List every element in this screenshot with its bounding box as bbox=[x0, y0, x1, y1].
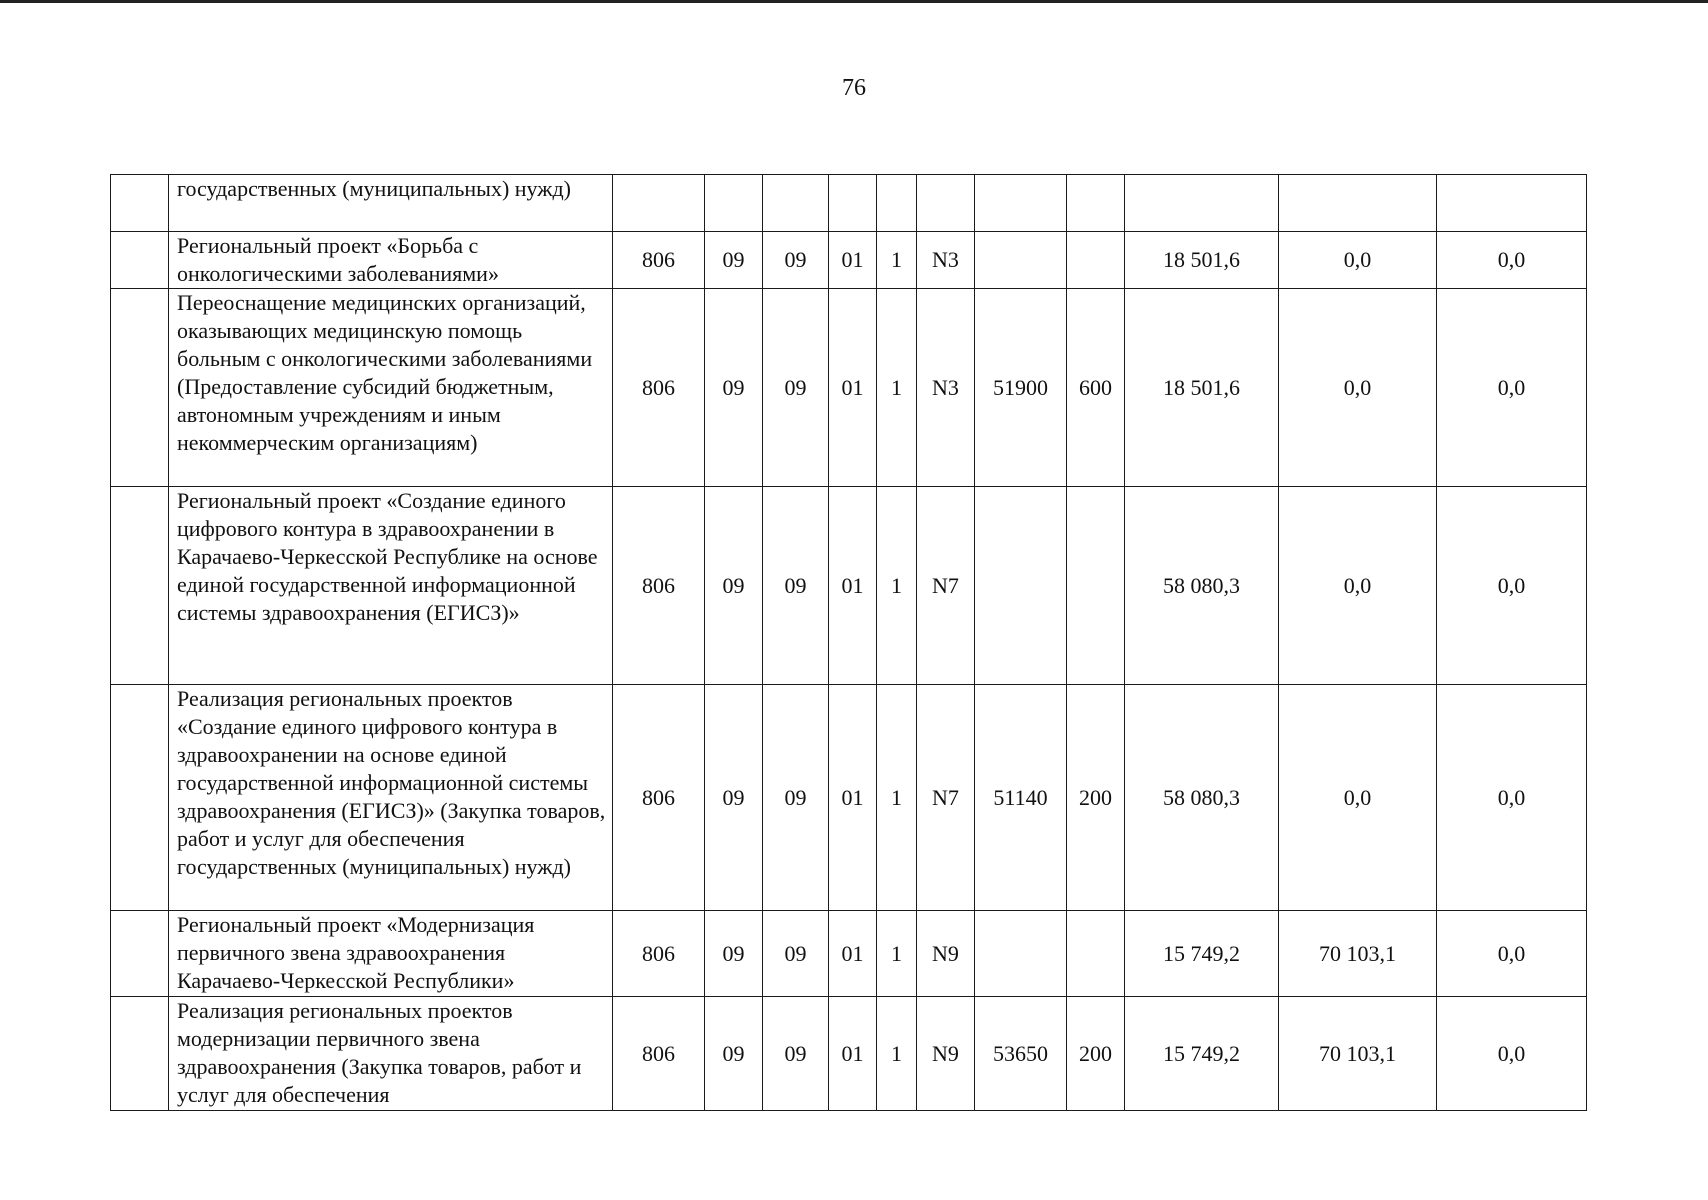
cell-admin-code: 806 bbox=[613, 289, 705, 487]
table-row bbox=[111, 232, 1587, 289]
page-top-border bbox=[0, 0, 1708, 3]
cell-target-program: 01 bbox=[829, 911, 877, 997]
cell-amount-year2: 0,0 bbox=[1279, 289, 1437, 487]
cell-subsection: 09 bbox=[763, 997, 829, 1111]
cell-target-program: 01 bbox=[829, 487, 877, 685]
cell-amount-year1: 58 080,3 bbox=[1125, 487, 1279, 685]
row-index-cell bbox=[111, 911, 169, 997]
cell-amount-year1: 18 501,6 bbox=[1125, 232, 1279, 289]
cell-subsection bbox=[763, 175, 829, 232]
cell-target-program: 01 bbox=[829, 289, 877, 487]
row-description: Реализация региональных проектов модернизации первичного звена здравоохранения (Закупка товаров, работ и услуг для обеспечения bbox=[169, 997, 613, 1111]
cell-amount-year1: 58 080,3 bbox=[1125, 685, 1279, 911]
cell-target-subprogram: 1 bbox=[877, 289, 917, 487]
cell-amount-year2: 0,0 bbox=[1279, 232, 1437, 289]
row-description: Региональный проект «Борьба с онкологическими заболеваниями» bbox=[169, 232, 613, 289]
row-description: Переоснащение медицинских организаций, оказывающих медицинскую помощь больным с онкологическими заболеваниями (Предоставление субсидий бюджетным, автономным учреждениям и иным некоммерческим организациям) bbox=[169, 289, 613, 487]
cell-target-project: N9 bbox=[917, 911, 975, 997]
cell-target-subprogram: 1 bbox=[877, 487, 917, 685]
cell-amount-year3: 0,0 bbox=[1437, 289, 1587, 487]
row-index-cell bbox=[111, 232, 169, 289]
cell-admin-code bbox=[613, 175, 705, 232]
cell-amount-year2: 0,0 bbox=[1279, 487, 1437, 685]
cell-target-subprogram: 1 bbox=[877, 997, 917, 1111]
cell-amount-year2: 70 103,1 bbox=[1279, 911, 1437, 997]
table-row bbox=[111, 997, 1587, 1111]
cell-target-direction: 51900 bbox=[975, 289, 1067, 487]
row-index-cell bbox=[111, 685, 169, 911]
cell-section: 09 bbox=[705, 487, 763, 685]
cell-subsection: 09 bbox=[763, 911, 829, 997]
cell-target-project: N7 bbox=[917, 685, 975, 911]
cell-target-project: N9 bbox=[917, 997, 975, 1111]
row-index-cell bbox=[111, 175, 169, 232]
row-description: Региональный проект «Модернизация первичного звена здравоохранения Карачаево-Черкесской Республики» bbox=[169, 911, 613, 997]
table-row bbox=[111, 911, 1587, 997]
cell-subsection: 09 bbox=[763, 685, 829, 911]
cell-target-subprogram: 1 bbox=[877, 685, 917, 911]
cell-amount-year3: 0,0 bbox=[1437, 911, 1587, 997]
cell-target-program bbox=[829, 175, 877, 232]
cell-target-direction bbox=[975, 487, 1067, 685]
cell-amount-year3: 0,0 bbox=[1437, 487, 1587, 685]
cell-target-direction: 53650 bbox=[975, 997, 1067, 1111]
cell-admin-code: 806 bbox=[613, 232, 705, 289]
row-description: Региональный проект «Создание единого цифрового контура в здравоохранении в Карачаево-Черкесской Республике на основе единой государственной информационной системы здравоохранения (ЕГИСЗ)» bbox=[169, 487, 613, 685]
cell-amount-year3: 0,0 bbox=[1437, 997, 1587, 1111]
cell-expense-type: 200 bbox=[1067, 685, 1125, 911]
cell-target-direction bbox=[975, 911, 1067, 997]
cell-target-program: 01 bbox=[829, 997, 877, 1111]
cell-target-subprogram: 1 bbox=[877, 232, 917, 289]
cell-target-project: N7 bbox=[917, 487, 975, 685]
budget-table bbox=[110, 174, 1587, 1111]
cell-amount-year1: 18 501,6 bbox=[1125, 289, 1279, 487]
cell-section: 09 bbox=[705, 685, 763, 911]
table-row bbox=[111, 289, 1587, 487]
cell-admin-code: 806 bbox=[613, 685, 705, 911]
table-row bbox=[111, 175, 1587, 232]
page-number: 76 bbox=[842, 75, 866, 101]
cell-amount-year2: 0,0 bbox=[1279, 685, 1437, 911]
cell-amount-year3 bbox=[1437, 175, 1587, 232]
table-row bbox=[111, 487, 1587, 685]
cell-target-subprogram: 1 bbox=[877, 911, 917, 997]
cell-section: 09 bbox=[705, 911, 763, 997]
cell-target-project bbox=[917, 175, 975, 232]
cell-target-direction: 51140 bbox=[975, 685, 1067, 911]
cell-amount-year3: 0,0 bbox=[1437, 232, 1587, 289]
cell-amount-year1: 15 749,2 bbox=[1125, 911, 1279, 997]
cell-amount-year2 bbox=[1279, 175, 1437, 232]
cell-subsection: 09 bbox=[763, 289, 829, 487]
cell-section: 09 bbox=[705, 289, 763, 487]
cell-section: 09 bbox=[705, 997, 763, 1111]
cell-expense-type bbox=[1067, 487, 1125, 685]
cell-target-subprogram bbox=[877, 175, 917, 232]
cell-target-project: N3 bbox=[917, 289, 975, 487]
cell-target-direction bbox=[975, 175, 1067, 232]
cell-expense-type bbox=[1067, 232, 1125, 289]
cell-expense-type: 600 bbox=[1067, 289, 1125, 487]
cell-expense-type bbox=[1067, 175, 1125, 232]
row-index-cell bbox=[111, 997, 169, 1111]
cell-admin-code: 806 bbox=[613, 911, 705, 997]
table-row bbox=[111, 685, 1587, 911]
row-index-cell bbox=[111, 289, 169, 487]
cell-amount-year1: 15 749,2 bbox=[1125, 997, 1279, 1111]
row-description: Реализация региональных проектов «Создание единого цифрового контура в здравоохранении на основе единой государственной информационной системы здравоохранения (ЕГИСЗ)» (Закупка товаров, работ и услуг для обеспечения государственных (муниципальных) нужд) bbox=[169, 685, 613, 911]
cell-admin-code: 806 bbox=[613, 487, 705, 685]
cell-amount-year2: 70 103,1 bbox=[1279, 997, 1437, 1111]
cell-expense-type bbox=[1067, 911, 1125, 997]
cell-amount-year1 bbox=[1125, 175, 1279, 232]
cell-target-program: 01 bbox=[829, 232, 877, 289]
cell-amount-year3: 0,0 bbox=[1437, 685, 1587, 911]
row-description: государственных (муниципальных) нужд) bbox=[169, 175, 613, 232]
cell-subsection: 09 bbox=[763, 232, 829, 289]
cell-target-program: 01 bbox=[829, 685, 877, 911]
cell-target-project: N3 bbox=[917, 232, 975, 289]
cell-expense-type: 200 bbox=[1067, 997, 1125, 1111]
cell-target-direction bbox=[975, 232, 1067, 289]
cell-section: 09 bbox=[705, 232, 763, 289]
row-index-cell bbox=[111, 487, 169, 685]
cell-admin-code: 806 bbox=[613, 997, 705, 1111]
cell-section bbox=[705, 175, 763, 232]
cell-subsection: 09 bbox=[763, 487, 829, 685]
